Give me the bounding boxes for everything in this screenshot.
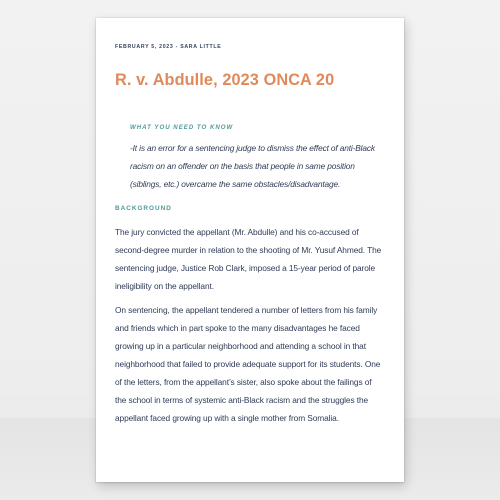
article-title: R. v. Abdulle, 2023 ONCA 20 xyxy=(115,71,335,89)
document-page xyxy=(96,18,404,482)
body-paragraph: The jury convicted the appellant (Mr. Abdulle) and his co-accused of second-degree murder in relation to the shooting of Mr. Yusuf Ahmed. The sentencing judge, Justice Rob Clark, imposed a 15-year period of parole ineligibility on the appellant. xyxy=(115,227,382,291)
callout-heading: WHAT YOU NEED TO KNOW xyxy=(130,124,234,131)
section-heading-background: BACKGROUND xyxy=(115,205,172,212)
article-meta: FEBRUARY 5, 2023 - SARA LITTLE xyxy=(115,44,222,50)
callout-body: -It is an error for a sentencing judge to dismiss the effect of anti-Black racism on an offender on the basis that people in same position (siblings, etc.) overcame the same obstacles/disadvantage. xyxy=(130,143,375,189)
callout-box xyxy=(115,124,385,193)
body-paragraph: On sentencing, the appellant tendered a number of letters from his family and friends which in part spoke to the many disadvantages he faced growing up in a particular neighborhood and attending a school in that neighborhood that failed to provide adequate support for its students. One of the letters, from the appellant’s sister, also spoke about the failings of the school in terms of systemic anti-Black racism and the struggles the appellant faced growing up with a single mother from Somalia. xyxy=(115,305,381,423)
